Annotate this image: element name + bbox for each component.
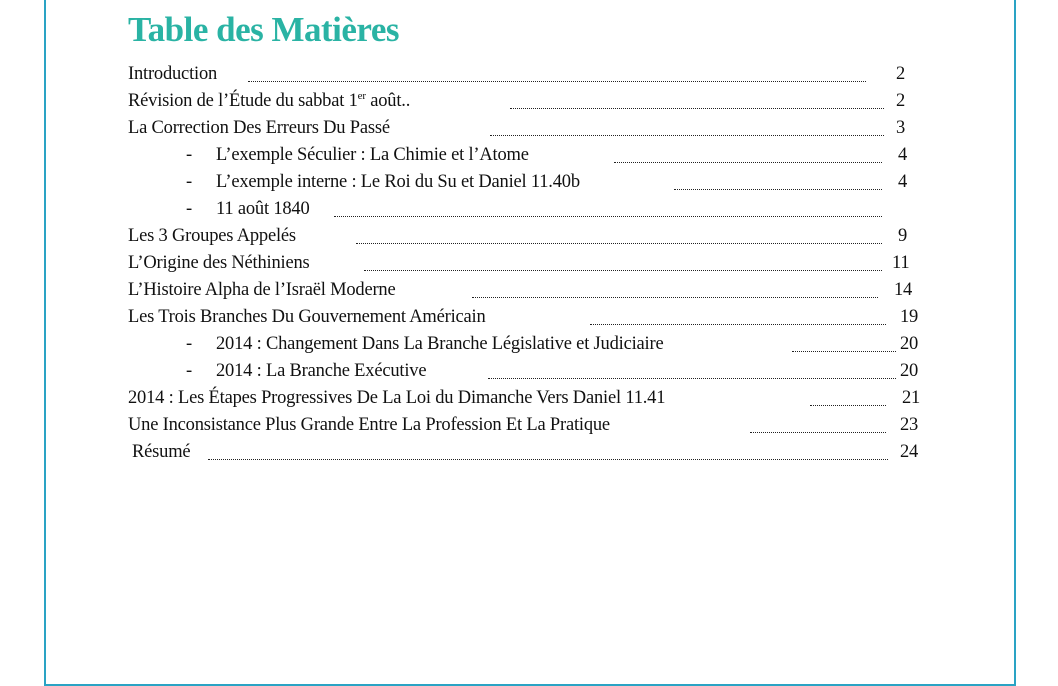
dot-leader [674, 189, 882, 190]
toc-entry[interactable] [128, 386, 928, 413]
toc-page-number: 14 [894, 280, 913, 300]
dot-leader [810, 405, 886, 406]
dot-leader [334, 216, 882, 217]
list-dash: - [186, 145, 192, 165]
list-dash: - [186, 199, 192, 219]
list-dash: - [186, 172, 192, 192]
toc-subentry[interactable] [186, 170, 928, 197]
dot-leader [364, 270, 882, 271]
toc-entry-superscript: er [357, 89, 366, 102]
toc-page-number: 3 [896, 118, 906, 138]
page-title: Table des Matières [128, 10, 399, 49]
toc-entry-title: Une Inconsistance Plus Grande Entre La Profession Et La Pratique [128, 415, 610, 435]
toc-entry-title: Introduction [128, 64, 218, 84]
toc-page-number: 19 [900, 307, 919, 327]
toc-entry-title: 2014 : La Branche Exécutive [216, 361, 427, 381]
list-dash: - [186, 334, 192, 354]
toc-page-number: 11 [892, 253, 910, 273]
dot-leader [590, 324, 886, 325]
toc-entry-title: La Correction Des Erreurs Du Passé [128, 118, 390, 138]
toc-entry[interactable] [128, 62, 928, 89]
toc-entry-title: Résumé [132, 442, 191, 462]
dot-leader [792, 351, 896, 352]
dot-leader [490, 135, 884, 136]
dot-leader [208, 459, 888, 460]
toc-entry-title: L’Origine des Néthiniens [128, 253, 310, 273]
toc-page-number: 2 [896, 64, 906, 84]
toc-entry[interactable] [128, 278, 928, 305]
dot-leader [614, 162, 882, 163]
toc-entry-title: 11 août 1840 [216, 199, 310, 219]
toc-subentry[interactable] [186, 197, 928, 224]
toc-page-number: 2 [896, 91, 906, 111]
toc-entry-title: 2014 : Les Étapes Progressives De La Loi du Dimanche Vers Daniel 11.41 [128, 388, 666, 408]
list-dash: - [186, 361, 192, 381]
dot-leader [510, 108, 884, 109]
toc-entry-title: Révision de l’Étude du sabbat 1 [128, 91, 358, 111]
dot-leader [750, 432, 886, 433]
toc-entry-title: Les 3 Groupes Appelés [128, 226, 296, 246]
toc-entry[interactable] [128, 413, 928, 440]
toc-page-number: 20 [900, 334, 919, 354]
toc-entry-title: Les Trois Branches Du Gouvernement Américain [128, 307, 486, 327]
toc-entry[interactable] [128, 251, 928, 278]
toc-entry-title: L’exemple interne : Le Roi du Su et Daniel 11.40b [216, 172, 580, 192]
table-of-contents [128, 62, 928, 467]
toc-entry-title: 2014 : Changement Dans La Branche Législative et Judiciaire [216, 334, 664, 354]
toc-subentry[interactable] [186, 143, 928, 170]
toc-entry[interactable] [128, 305, 928, 332]
toc-entry[interactable] [128, 89, 928, 116]
toc-entry[interactable] [128, 116, 928, 143]
toc-entry-title: L’Histoire Alpha de l’Israël Moderne [128, 280, 396, 300]
toc-page-number: 21 [902, 388, 921, 408]
toc-page-number: 24 [900, 442, 919, 462]
toc-subentry[interactable] [186, 332, 928, 359]
dot-leader [356, 243, 882, 244]
toc-page-number: 9 [898, 226, 908, 246]
toc-page-number: 20 [900, 361, 919, 381]
toc-entry-title: L’exemple Séculier : La Chimie et l’Atome [216, 145, 529, 165]
toc-page-number: 23 [900, 415, 919, 435]
dot-leader [248, 81, 866, 82]
toc-entry[interactable] [132, 440, 928, 467]
toc-subentry[interactable] [186, 359, 928, 386]
dot-leader [472, 297, 878, 298]
dot-leader [488, 378, 896, 379]
toc-entry-title-suffix: août.. [365, 91, 411, 111]
toc-entry[interactable] [128, 224, 928, 251]
toc-page-number: 4 [898, 145, 908, 165]
toc-page-number: 4 [898, 172, 908, 192]
